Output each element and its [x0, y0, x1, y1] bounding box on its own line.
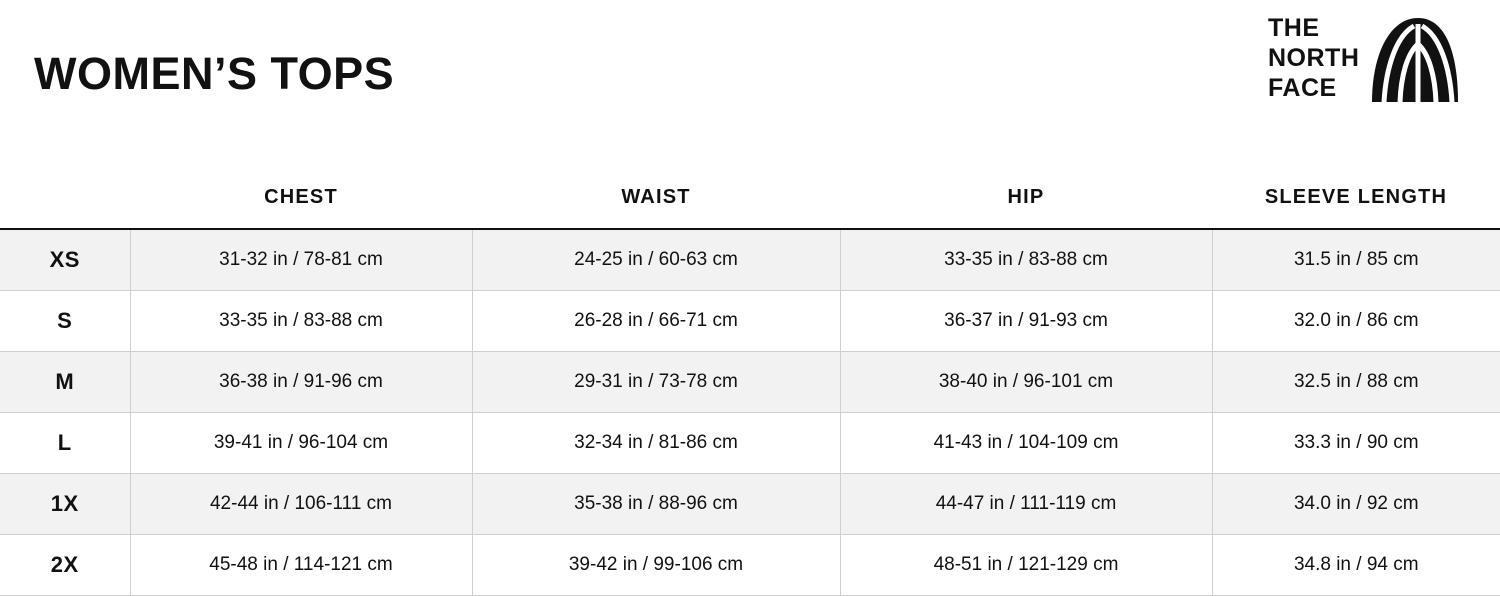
table-row [0, 351, 1500, 412]
cell-sleeve: 33.3 in / 90 cm [1212, 412, 1500, 473]
cell-chest: 33-35 in / 83-88 cm [130, 290, 472, 351]
cell-waist: 29-31 in / 73-78 cm [472, 351, 840, 412]
page-title: WOMEN’S TOPS [34, 48, 395, 99]
table-row [0, 229, 1500, 290]
cell-sleeve: 32.0 in / 86 cm [1212, 290, 1500, 351]
cell-hip: 44-47 in / 111-119 cm [840, 473, 1212, 534]
cell-size: L [0, 412, 130, 473]
cell-sleeve: 34.0 in / 92 cm [1212, 473, 1500, 534]
cell-size: S [0, 290, 130, 351]
column-header-size [0, 166, 130, 229]
column-header-sleeve-length: SLEEVE LENGTH [1212, 166, 1500, 229]
page-header [0, 0, 1500, 150]
cell-sleeve: 34.8 in / 94 cm [1212, 534, 1500, 595]
cell-hip: 36-37 in / 91-93 cm [840, 290, 1212, 351]
cell-chest: 45-48 in / 114-121 cm [130, 534, 472, 595]
table-header-row [0, 166, 1500, 229]
cell-chest: 36-38 in / 91-96 cm [130, 351, 472, 412]
cell-waist: 35-38 in / 88-96 cm [472, 473, 840, 534]
cell-hip: 48-51 in / 121-129 cm [840, 534, 1212, 595]
svg-text:THE: THE [1268, 14, 1320, 42]
cell-waist: 26-28 in / 66-71 cm [472, 290, 840, 351]
cell-chest: 39-41 in / 96-104 cm [130, 412, 472, 473]
size-chart-table [0, 166, 1500, 596]
table-row [0, 473, 1500, 534]
table-row [0, 412, 1500, 473]
svg-text:FACE: FACE [1268, 74, 1337, 102]
cell-size: 1X [0, 473, 130, 534]
cell-waist: 39-42 in / 99-106 cm [472, 534, 840, 595]
cell-chest: 31-32 in / 78-81 cm [130, 229, 472, 290]
cell-waist: 24-25 in / 60-63 cm [472, 229, 840, 290]
svg-text:NORTH: NORTH [1268, 44, 1360, 72]
column-header-hip: HIP [840, 166, 1212, 229]
cell-sleeve: 31.5 in / 85 cm [1212, 229, 1500, 290]
column-header-waist: WAIST [472, 166, 840, 229]
cell-hip: 41-43 in / 104-109 cm [840, 412, 1212, 473]
cell-hip: 38-40 in / 96-101 cm [840, 351, 1212, 412]
cell-waist: 32-34 in / 81-86 cm [472, 412, 840, 473]
cell-size: 2X [0, 534, 130, 595]
cell-chest: 42-44 in / 106-111 cm [130, 473, 472, 534]
the-north-face-logo [1268, 10, 1458, 110]
cell-size: XS [0, 229, 130, 290]
table-row [0, 290, 1500, 351]
cell-sleeve: 32.5 in / 88 cm [1212, 351, 1500, 412]
column-header-chest: CHEST [130, 166, 472, 229]
cell-hip: 33-35 in / 83-88 cm [840, 229, 1212, 290]
table-header [0, 166, 1500, 229]
table-row [0, 534, 1500, 595]
cell-size: M [0, 351, 130, 412]
table-body [0, 229, 1500, 595]
